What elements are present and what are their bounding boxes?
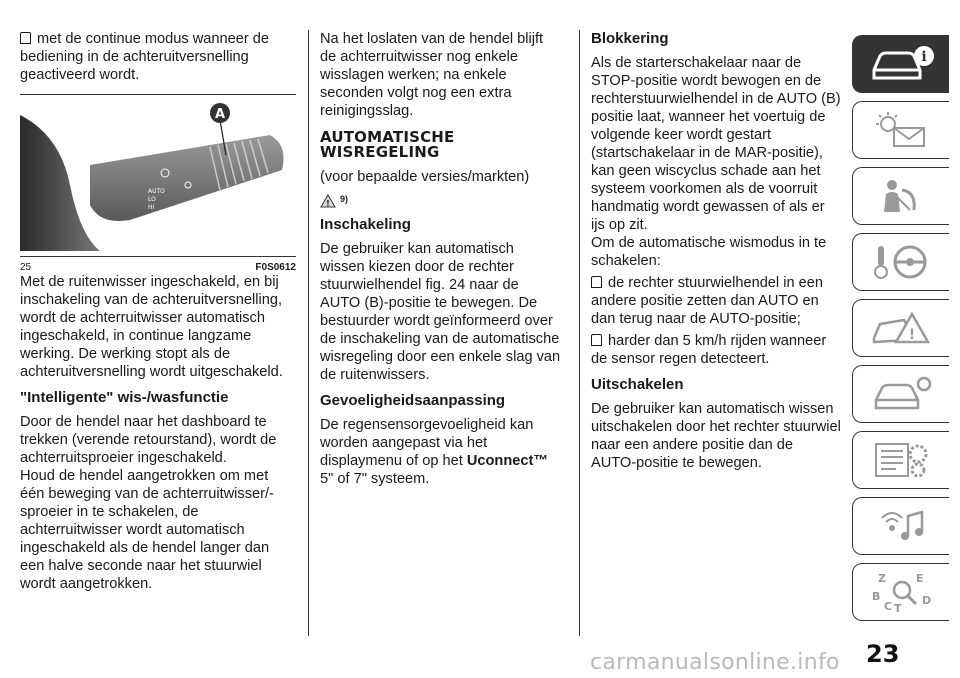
heading-sensitivity: Gevoeligheidsaanpassing (320, 392, 506, 409)
tab-emergency[interactable] (852, 299, 949, 357)
tab-warning-lights[interactable] (852, 101, 949, 159)
heading-intelligent-wash: "Intelligente" wis-/wasfunctie (20, 389, 229, 406)
warning-lights-icon (866, 110, 936, 150)
watermark: carmanualsonline.info (590, 650, 840, 675)
svg-text:LO: LO (148, 196, 156, 203)
maintenance-icon (866, 374, 936, 414)
column-2 (320, 30, 562, 496)
heading-automatic-wiping (320, 130, 562, 160)
versions-note: (voor bepaalde versies/markten) (320, 169, 530, 185)
paragraph-pull-lever: Door de hendel naar het dashboard te trekken (verende retourstand), wordt de achterruitsproeier ingeschakeld. (20, 414, 277, 466)
heading-activation: Inschakeling (320, 216, 411, 233)
tab-technical-data[interactable] (852, 431, 949, 489)
bullet-speed: harder dan 5 km/h rijden wanneer de sensor regen detecteert. (591, 332, 841, 368)
index-icon (866, 570, 936, 614)
tab-safety[interactable] (852, 167, 949, 225)
paragraph-release-lever: Na het loslaten van de hendel blijft de achterruitwisser nog enkele wisslagen werken; na enkele seconden volgt nog een extra reinigingsslag. (320, 31, 544, 119)
warning-reference (320, 190, 562, 208)
callout-a: A (214, 107, 226, 122)
svg-text:E: E (916, 572, 924, 585)
svg-text:C: C (884, 600, 893, 613)
emergency-icon (866, 308, 936, 348)
multimedia-icon (866, 506, 936, 546)
svg-text:HI: HI (148, 204, 155, 211)
uconnect-label: Uconnect™ (466, 453, 548, 469)
svg-text:i: i (921, 49, 927, 65)
paragraph-enable-auto: Om de automatische wismodus in te schakelen: (591, 235, 827, 269)
tab-multimedia[interactable] (852, 497, 949, 555)
figure-code: F0S0612 (255, 262, 296, 273)
svg-text:AUTO: AUTO (148, 188, 165, 195)
tab-index[interactable] (852, 563, 949, 621)
sensitivity-text-end: 5" of 7" systeem. (320, 471, 430, 487)
figure-caption-bar (20, 256, 296, 273)
chapter-tabs (852, 35, 952, 629)
column-divider-1 (308, 30, 309, 636)
page-number: 23 (866, 640, 900, 668)
sensitivity-text: De regensensorgevoeligheid kan worden aangepast via het displaymenu of op het (320, 417, 534, 469)
heading-line-2: WISREGELING (320, 143, 440, 161)
heading-line-1: AUTOMATISCHE (320, 128, 455, 146)
paragraph-reverse-gear: Met de ruitenwisser ingeschakeld, en bij inschakeling van de achteruitversnelling, wordt de achterruitwisser automatisch ingeschakeld, in continue langzame werking. De werking stopt als de achteruitversnelling wordt uitgeschakeld. (20, 274, 283, 380)
warning-triangle-icon (320, 194, 336, 208)
svg-text:B: B (872, 590, 881, 603)
svg-text:!: ! (908, 327, 916, 343)
column-1 (20, 30, 296, 601)
intro-bullet: met de continue modus wanneer de bediening in de achteruitversnelling geactiveerd wordt. (20, 30, 296, 84)
wiper-lever-illustration (20, 95, 296, 251)
column-3 (591, 30, 841, 480)
paragraph-sensitivity (320, 416, 562, 488)
car-info-icon (866, 44, 936, 84)
heading-blocking: Blokkering (591, 30, 669, 47)
safety-icon (866, 176, 936, 216)
tab-maintenance[interactable] (852, 365, 949, 423)
svg-text:Z: Z (878, 572, 886, 585)
starting-driving-icon (866, 242, 936, 282)
paragraph-hold-lever: Houd de hendel aangetrokken om met één beweging van de achterruitwisser/-sproeier in te schakelen, de achterruitwisser wordt automatisch ingeschakeld als de hendel langer dan een halve seconde naar het stuurwiel wordt aangetrokken. (20, 468, 274, 592)
paragraph-blocking: Als de starterschakelaar naar de STOP-positie wordt bewogen en de rechterstuurwielhendel in de AUTO (B) positie laat, wanneer het voertuig de volgende keer wordt gestart (startschakelaar in de MAR-positie), kan geen wiscyclus schade aan het systeem voorkomen als de voorruit handmatig wordt gewassen of als er ijs op zit. (591, 55, 841, 233)
figure-25 (20, 94, 296, 273)
warning-ref-number: 9) (340, 194, 349, 204)
bullet-lever-position: de rechter stuurwielhendel in een andere positie zetten dan AUTO en dan terug naar de AUTO-positie; (591, 274, 841, 328)
paragraph-deactivate: De gebruiker kan automatisch wissen uitschakelen door het rechter stuurwiel naar een andere positie dan de AUTO-positie te bewegen. (591, 401, 841, 471)
column-divider-2 (579, 30, 580, 636)
paragraph-activation: De gebruiker kan automatisch wissen kiezen door de rechter stuurwielhendel fig. 24 naar de AUTO (B)-positie te bewegen. De bestuurder wordt geïnformeerd over de inschakeling van de automatische wisregeling door een enkele slag van de ruitenwissers. (320, 241, 561, 383)
heading-deactivate: Uitschakelen (591, 376, 684, 393)
technical-data-icon (866, 440, 936, 480)
svg-text:D: D (922, 594, 932, 607)
tab-starting-driving[interactable] (852, 233, 949, 291)
figure-number: 25 (20, 262, 32, 273)
tab-car-info[interactable] (852, 35, 949, 93)
svg-text:T: T (894, 602, 902, 614)
svg-text:!: ! (326, 199, 330, 208)
